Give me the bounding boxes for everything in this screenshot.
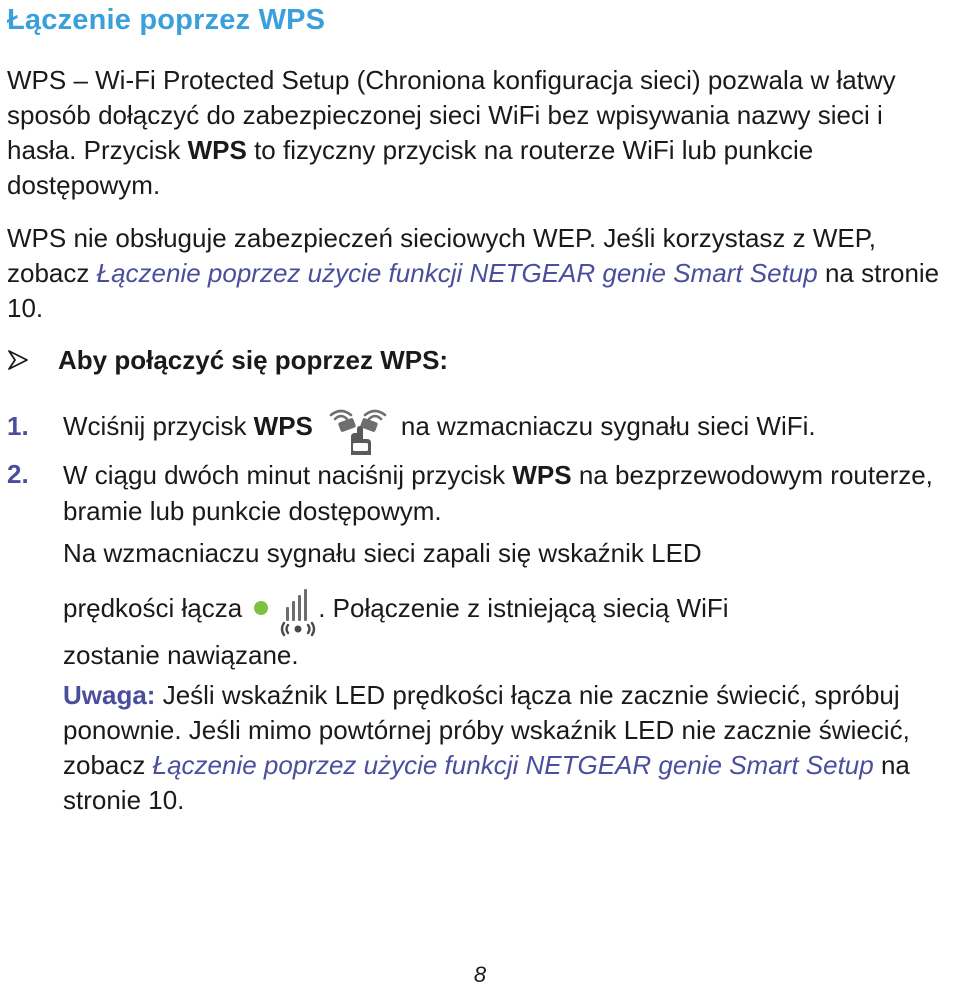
intro-text-1: WPS – Wi-Fi Protected Setup (Chroniona konfiguracja sieci) pozwala w łatwy sposób dołączyć do zabezpieczonej sieci WiFi bez wpisywania nazwy sieci i hasła. Przycisk bbox=[7, 65, 896, 165]
page-title: Łączenie poprzez WPS bbox=[7, 4, 326, 36]
wep-note-text-1: WPS nie obsługuje zabezpieczeń sieciowych WEP. Jeśli korzystasz z WEP, zobacz bbox=[7, 223, 876, 288]
note-block bbox=[7, 678, 957, 818]
step-2-wps-bold: WPS bbox=[512, 460, 572, 490]
wep-note-text-2: na stronie 10. bbox=[7, 258, 940, 323]
step-2-text-before: W ciągu dwóch minut naciśnij przycisk bbox=[63, 460, 513, 490]
step-2-link-rate-line bbox=[63, 589, 957, 637]
step-2-instruction bbox=[63, 457, 957, 529]
intro-paragraph bbox=[7, 63, 957, 203]
intro-wps-bold: WPS bbox=[187, 135, 247, 165]
note-text-2: na stronie 10. bbox=[63, 750, 910, 815]
step-2-text bbox=[63, 457, 957, 673]
step-1-text-after: na wzmacniaczu sygnału sieci WiFi. bbox=[400, 411, 816, 441]
intro-text-2: to fizyczny przycisk na routerze WiFi lub punkcie dostępowym. bbox=[7, 135, 814, 200]
note-smart-setup-link[interactable]: Łączenie poprzez użycie funkcji NETGEAR genie Smart Setup bbox=[152, 750, 874, 780]
wps-button-icon bbox=[327, 409, 389, 457]
step-1-text-before: Wciśnij przycisk bbox=[63, 411, 254, 441]
wep-note-paragraph bbox=[7, 221, 957, 326]
step-2-text-after: na bezprzewodowym routerze, bramie lub punkcie dostępowym. bbox=[63, 460, 933, 526]
note-text-1: Jeśli wskaźnik LED prędkości łącza nie zacznie świecić, spróbuj ponownie. Jeśli mimo powtórnej próby wskaźnik LED nie zacznie świecić, zobacz bbox=[63, 680, 910, 780]
led-indicator-icon bbox=[254, 601, 268, 615]
note-label: Uwaga: bbox=[63, 680, 156, 710]
smart-setup-link[interactable]: Łączenie poprzez użycie funkcji NETGEAR genie Smart Setup bbox=[96, 258, 818, 288]
step-number: 2. bbox=[7, 459, 29, 489]
step-number: 1. bbox=[7, 411, 29, 441]
link-rate-signal-icon bbox=[280, 589, 316, 637]
step-1 bbox=[7, 409, 957, 449]
step-2-link-rate-text: prędkości łącza bbox=[63, 593, 243, 623]
step-1-text bbox=[63, 409, 957, 457]
note-text bbox=[63, 678, 957, 818]
step-2-led-line: Na wzmacniaczu sygnału sieci zapali się wskaźnik LED bbox=[63, 538, 702, 568]
step-2-connected-line: zostanie nawiązane. bbox=[63, 640, 299, 670]
arrow-bullet-icon bbox=[7, 344, 29, 366]
page-number: 8 bbox=[473, 962, 487, 987]
procedure-heading-text: Aby połączyć się poprzez WPS: bbox=[58, 345, 449, 375]
step-2-connection-text: . Połączenie z istniejącą siecią WiFi bbox=[318, 593, 729, 623]
step-1-wps-bold: WPS bbox=[253, 411, 313, 441]
procedure-heading bbox=[7, 342, 448, 378]
step-2 bbox=[7, 457, 957, 670]
